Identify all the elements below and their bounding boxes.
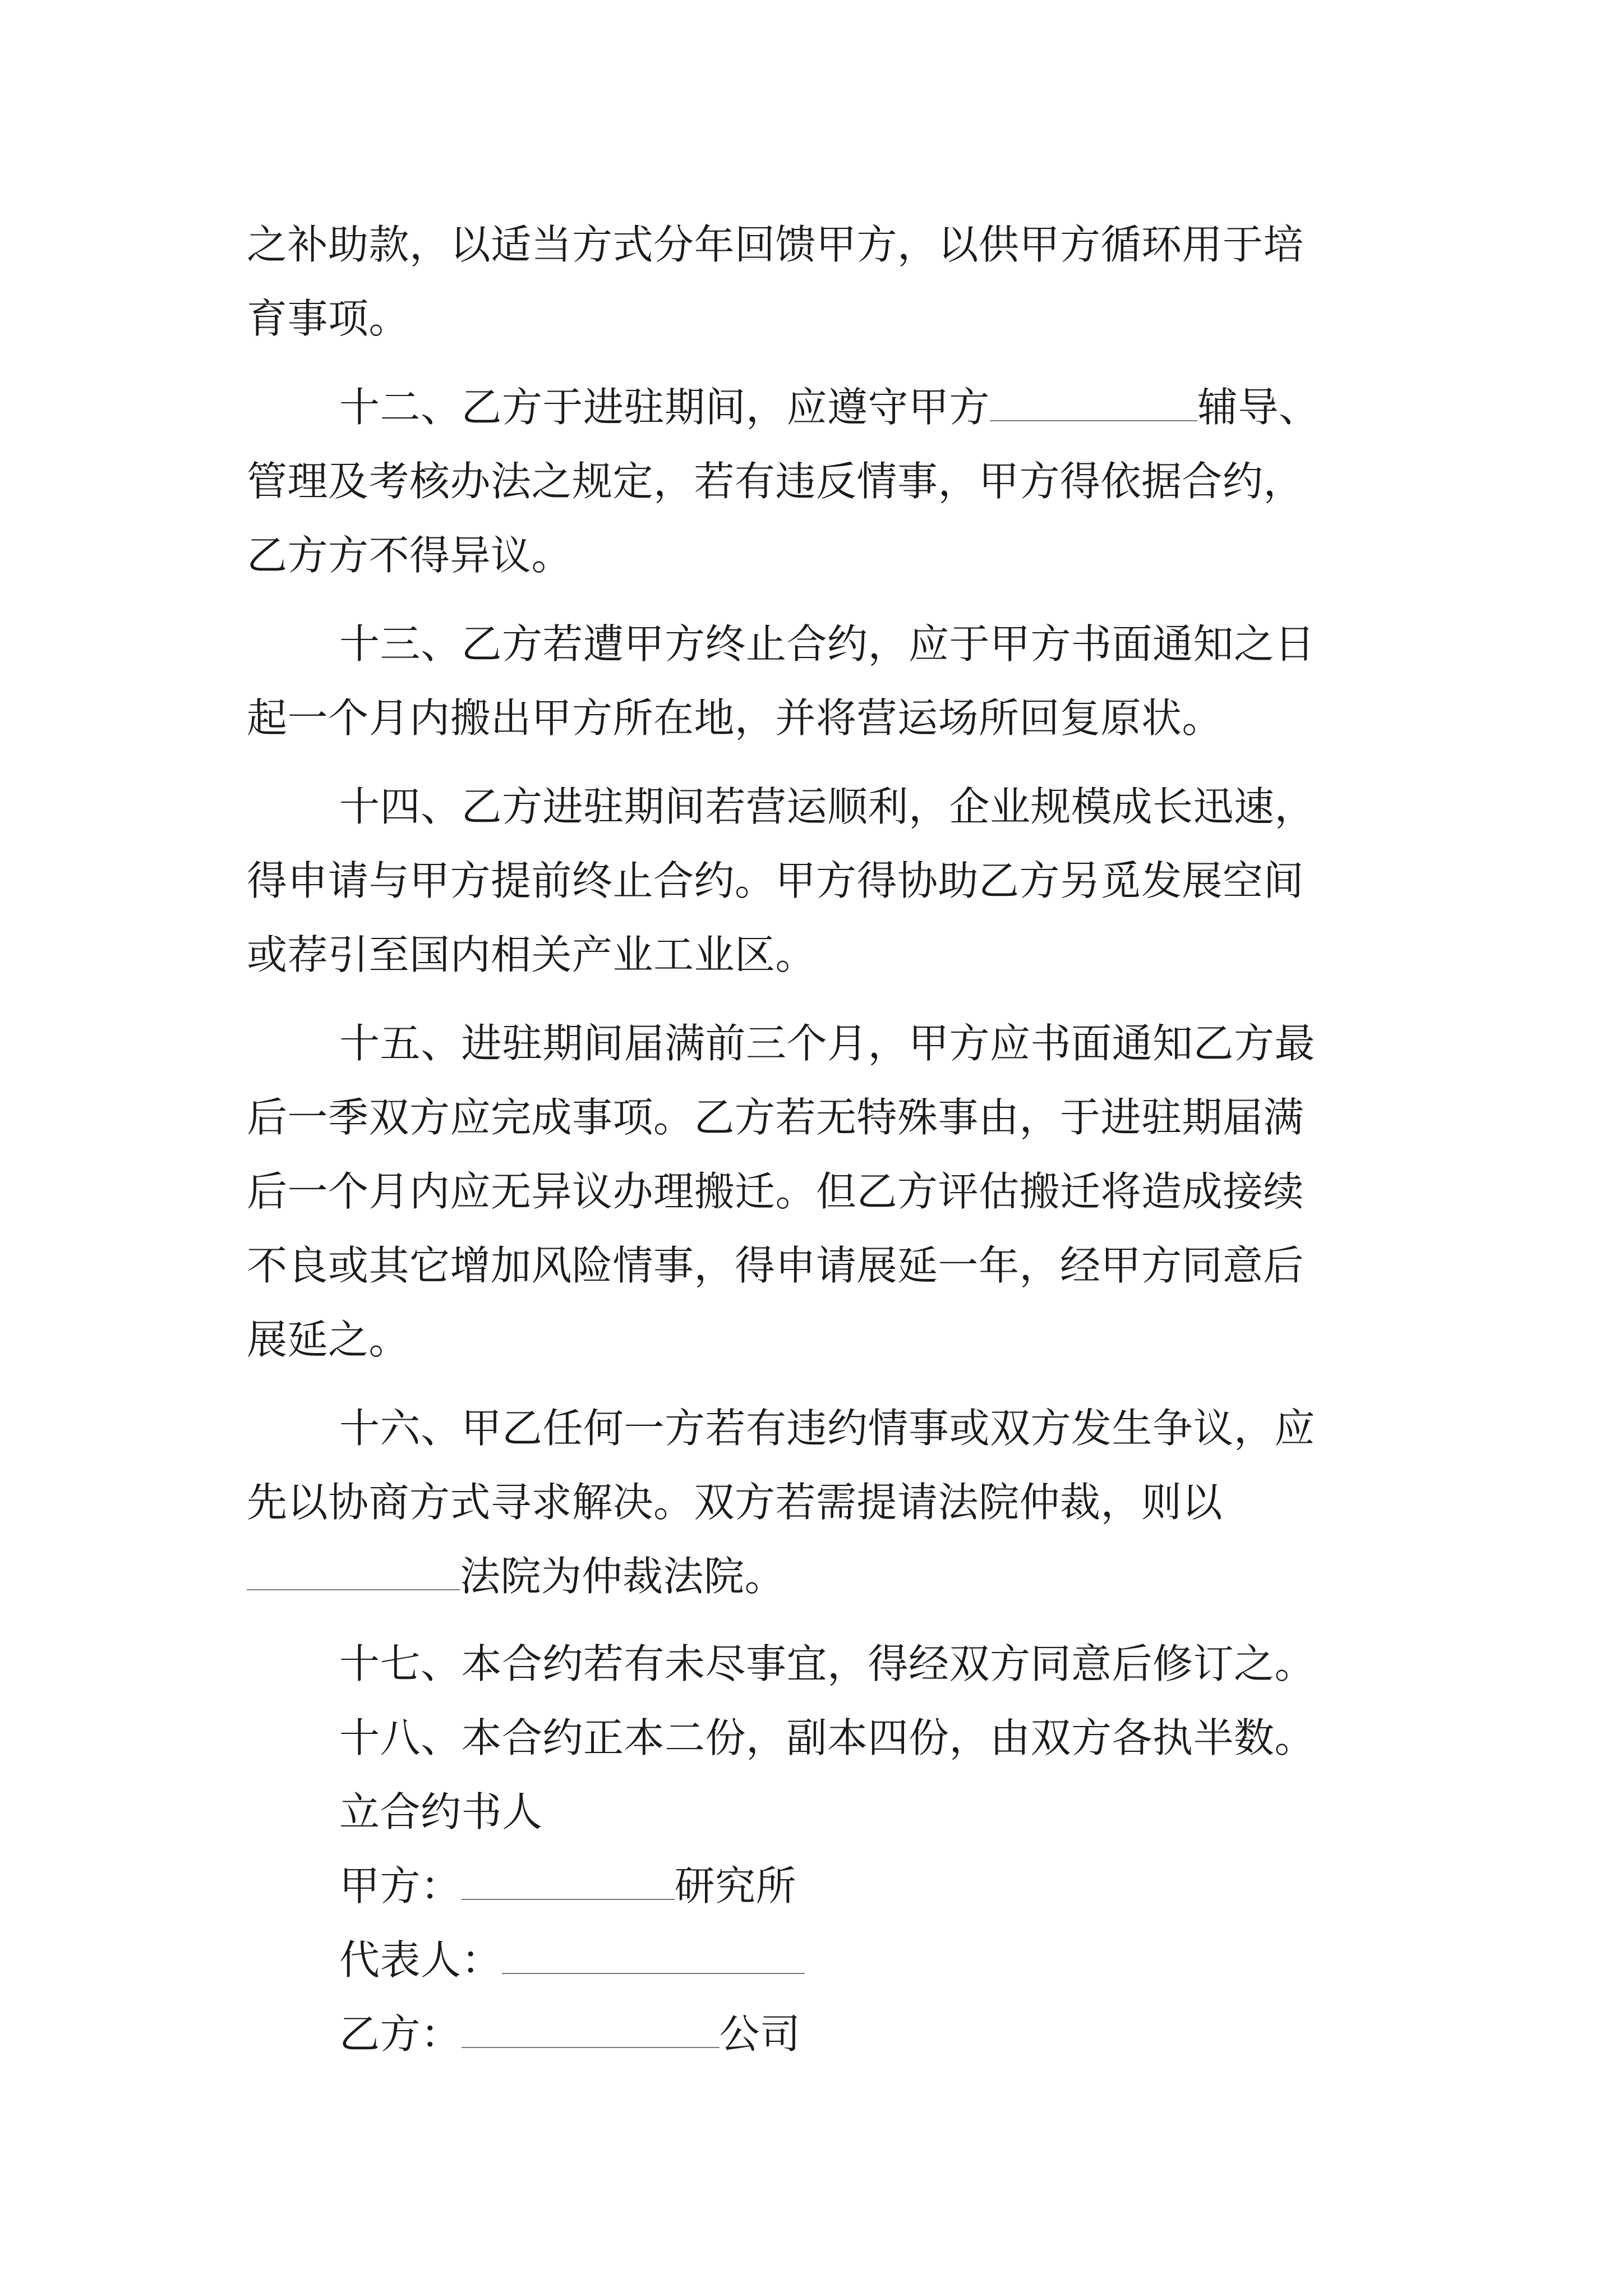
- clause-11-line-2: 育事项。: [247, 295, 410, 342]
- party-b-suffix: 公司: [719, 2010, 801, 2058]
- party-b-name-blank: [462, 2013, 720, 2048]
- clause-12-line-1: [339, 370, 1320, 444]
- clause-12-line-3: 乙方方不得异议。: [247, 532, 573, 579]
- clause-14-line-3: 或荐引至国内相关产业工业区。: [247, 931, 817, 978]
- party-b-line: [339, 1997, 801, 2071]
- representative-label: 代表人：: [339, 1936, 502, 1984]
- clause-16-line-2: 先以协商方式寻求解决。双方若需提请法院仲裁，则以: [247, 1479, 1223, 1526]
- clause-16-text-end: 法院为仲裁法院。: [460, 1553, 786, 1600]
- signatories-heading: 立合约书人: [339, 1788, 543, 1835]
- clause-11-line-1: 之补助款，以适当方式分年回馈甲方，以供甲方循环用于培: [247, 221, 1304, 268]
- clause-12-text-start: 十二、乙方于进驻期间，应遵守甲方: [339, 384, 990, 431]
- clause-12-text-end: 辅导、: [1197, 384, 1320, 431]
- clause-16-line-3: [247, 1539, 785, 1613]
- party-a-suffix: 研究所: [674, 1862, 797, 1910]
- clause-13-line-2: 起一个月内搬出甲方所在地，并将营运场所回复原状。: [247, 694, 1223, 742]
- clause-15-line-5: 展延之。: [247, 1316, 410, 1363]
- clause-15-line-2: 后一季双方应完成事项。乙方若无特殊事由，于进驻期届满: [247, 1094, 1304, 1141]
- representative-blank: [502, 1939, 805, 1974]
- clause-12-line-2: 管理及考核办法之规定，若有违反情事，甲方得依据合约，: [247, 458, 1304, 505]
- party-a-name-blank: [462, 1865, 675, 1900]
- clause-17: 十七、本合约若有未尽事宜，得经双方同意后修订之。: [339, 1640, 1316, 1687]
- party-b-label: 乙方：: [339, 2010, 462, 2058]
- clause-18: 十八、本合约正本二份，副本四份，由双方各执半数。: [339, 1714, 1316, 1761]
- supervisor-blank-field: [990, 386, 1197, 421]
- court-blank-field: [247, 1556, 460, 1590]
- representative-line: [339, 1923, 805, 1997]
- party-a-line: [339, 1849, 796, 1923]
- clause-14-line-1: 十四、乙方进驻期间若营运顺利，企业规模成长迅速，: [339, 783, 1316, 830]
- party-a-label: 甲方：: [339, 1862, 462, 1910]
- clause-13-line-1: 十三、乙方若遭甲方终止合约，应于甲方书面通知之日: [339, 620, 1316, 668]
- clause-15-line-4: 不良或其它增加风险情事，得申请展延一年，经甲方同意后: [247, 1242, 1304, 1289]
- clause-15-line-1: 十五、进驻期间届满前三个月，甲方应书面通知乙方最: [339, 1020, 1316, 1067]
- clause-15-line-3: 后一个月内应无异议办理搬迁。但乙方评估搬迁将造成接续: [247, 1168, 1304, 1215]
- clause-16-line-1: 十六、甲乙任何一方若有违约情事或双方发生争议，应: [339, 1405, 1316, 1452]
- clause-14-line-2: 得申请与甲方提前终止合约。甲方得协助乙方另觅发展空间: [247, 857, 1304, 904]
